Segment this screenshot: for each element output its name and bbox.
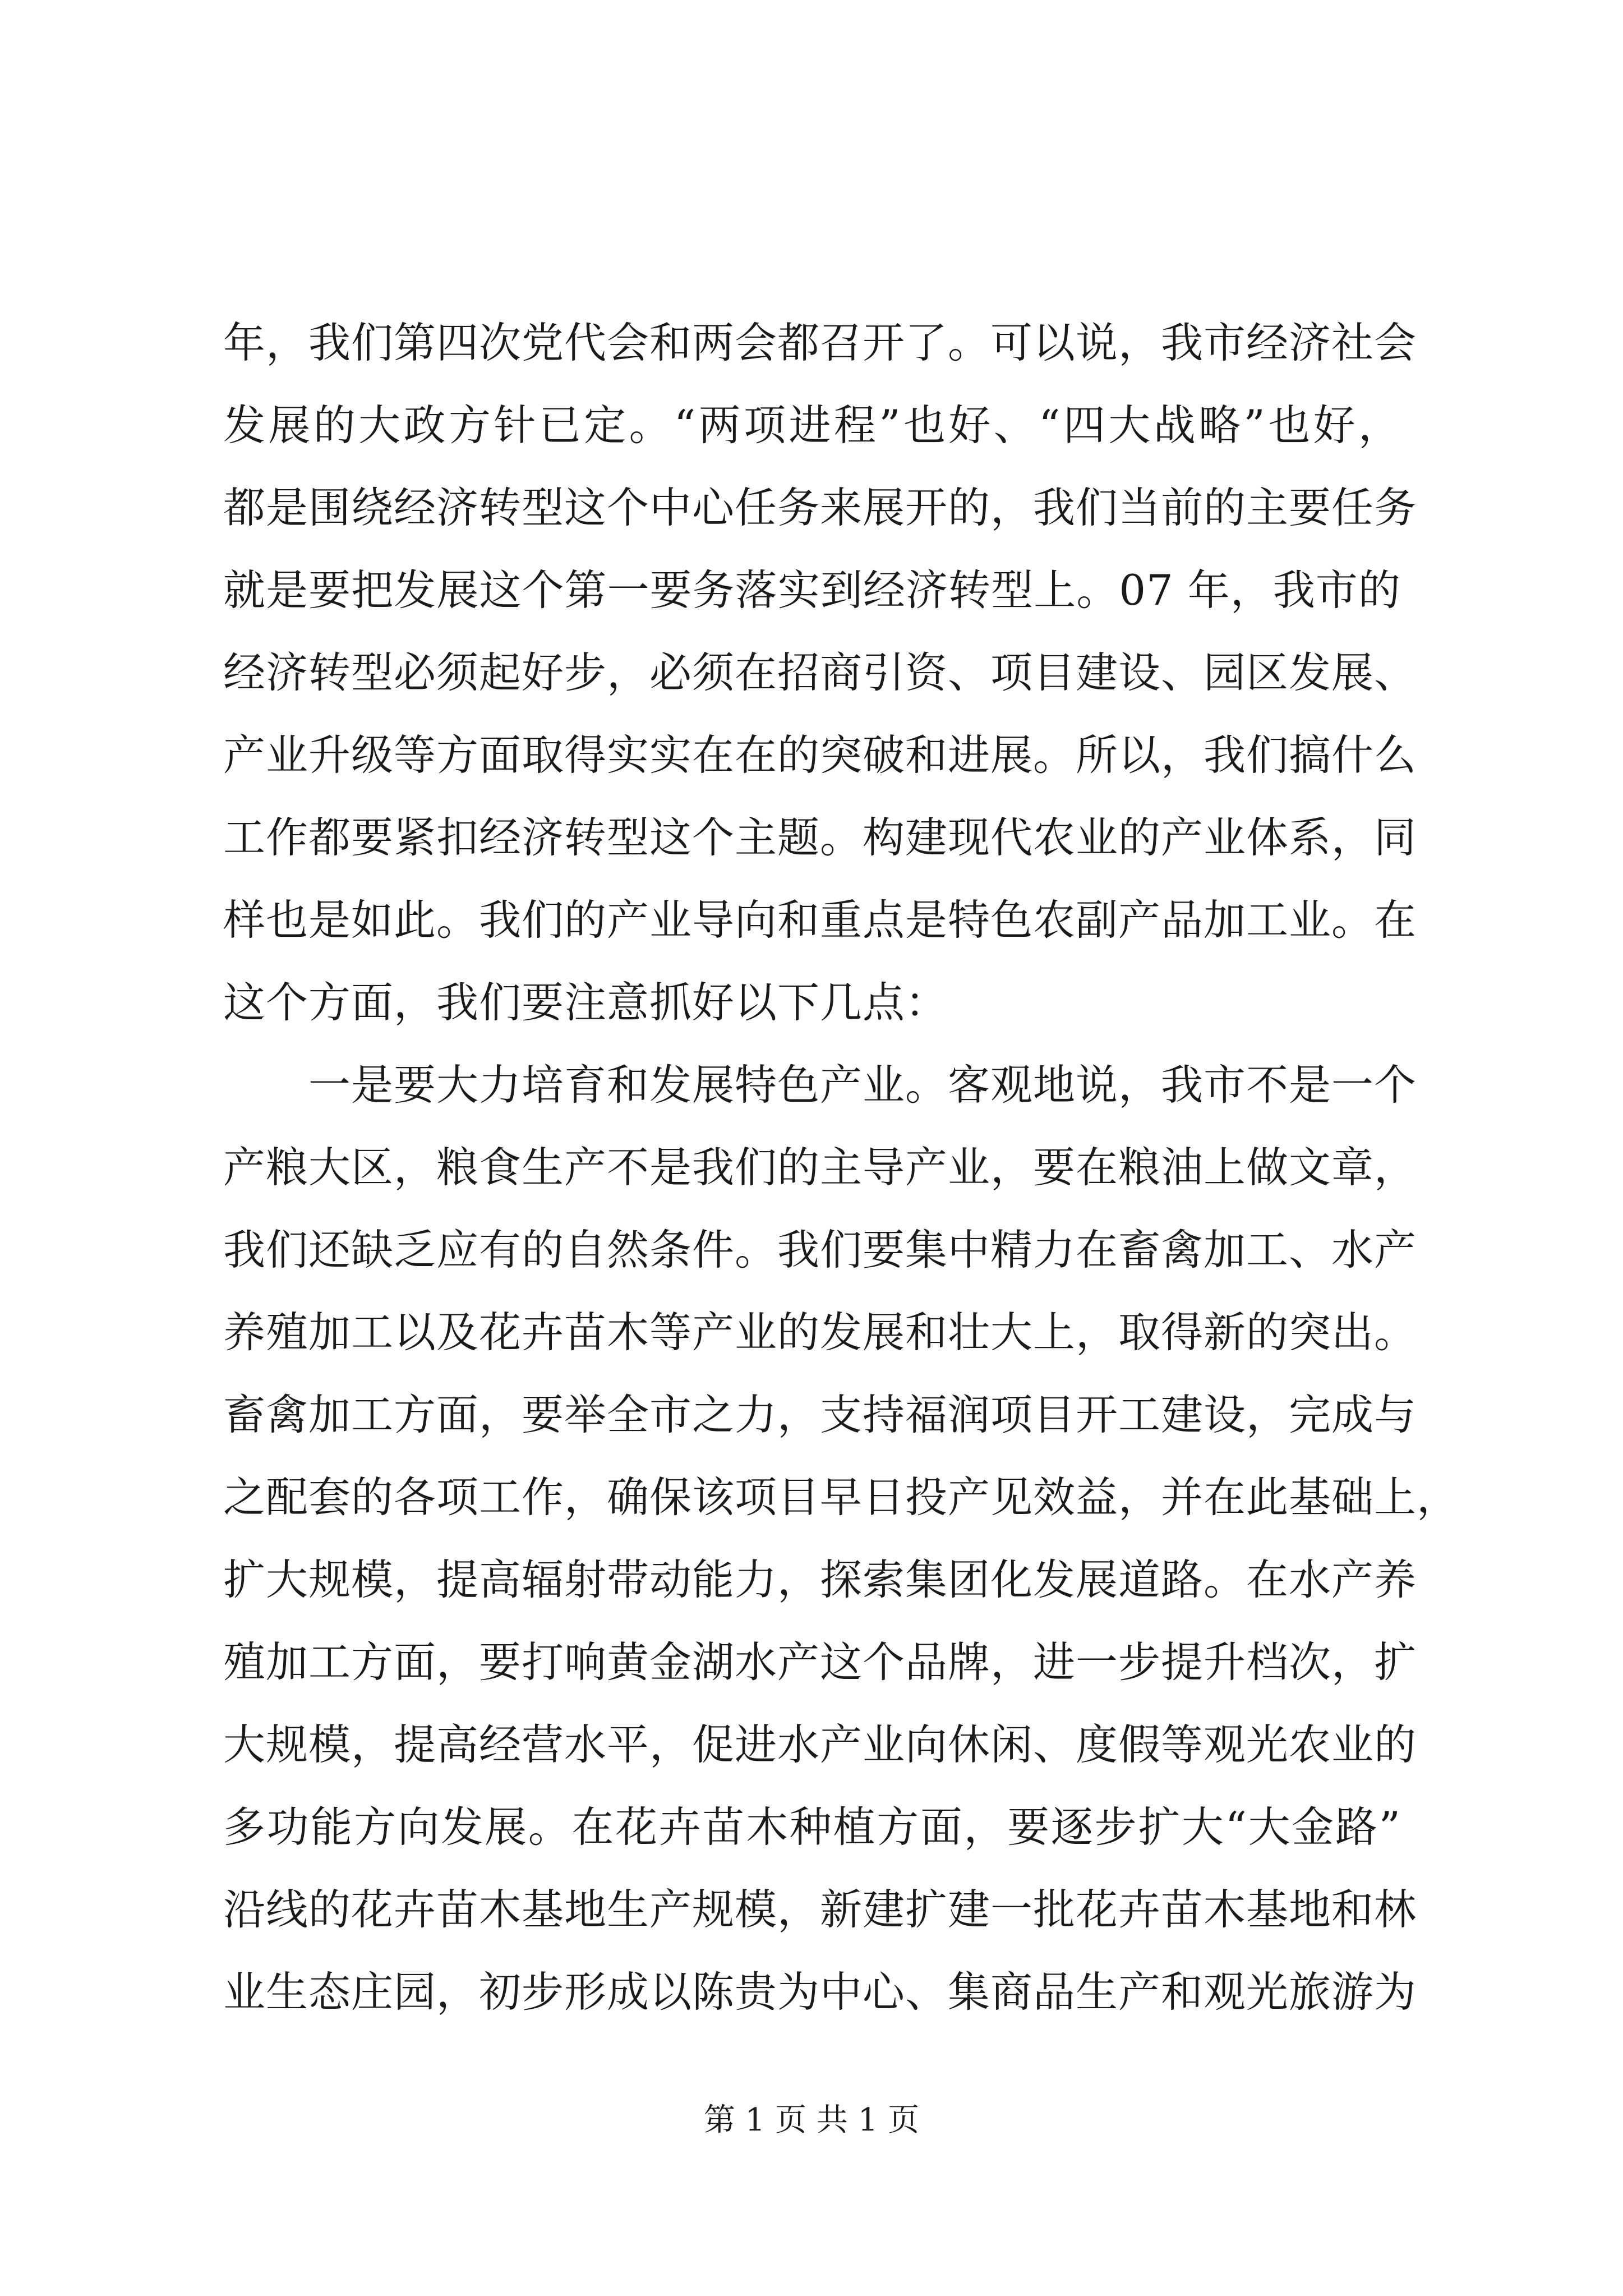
page-footer	[0, 2095, 1623, 2140]
text-line: 殖加工方面，要打响黄金湖水产这个品牌，进一步提升档次，扩	[223, 1637, 1417, 1687]
text-line: 业生态庄园，初步形成以陈贵为中心、集商品生产和观光旅游为	[223, 1967, 1417, 2017]
text-line: 一是要大力培育和发展特色产业。客观地说，我市不是一个	[308, 1060, 1417, 1110]
text-line: 多功能方向发展。在花卉苗木种植方面，要逐步扩大“大金路”	[223, 1802, 1401, 1852]
text-line: 畜禽加工方面，要举全市之力，支持福润项目开工建设，完成与	[223, 1390, 1417, 1439]
text-line: 工作都要紧扣经济转型这个主题。构建现代农业的产业体系，同	[223, 813, 1417, 862]
text-line: 就是要把发展这个第一要务落实到经济转型上。07 年，我市的	[223, 565, 1401, 615]
text-line: 这个方面，我们要注意抓好以下几点：	[223, 978, 948, 1027]
text-line: 沿线的花卉苗木基地生产规模，新建扩建一批花卉苗木基地和林	[223, 1885, 1417, 1934]
text-line: 大规模，提高经营水平，促进水产业向休闲、度假等观光农业的	[223, 1720, 1417, 1769]
text-line: 发展的大政方针已定。“两项进程”也好、“四大战略”也好，	[223, 401, 1401, 450]
text-line: 之配套的各项工作，确保该项目早日投产见效益，并在此基础上，	[223, 1473, 1460, 1522]
text-line: 养殖加工以及花卉苗木等产业的发展和壮大上，取得新的突出。	[223, 1308, 1417, 1357]
body-text	[223, 302, 1460, 2033]
text-line: 样也是如此。我们的产业导向和重点是特色农副产品加工业。在	[223, 895, 1417, 945]
text-line: 产业升级等方面取得实实在在的突破和进展。所以，我们搞什么	[223, 730, 1417, 780]
text-line: 产粮大区，粮食生产不是我们的主导产业，要在粮油上做文章，	[223, 1143, 1417, 1192]
text-line: 我们还缺乏应有的自然条件。我们要集中精力在畜禽加工、水产	[223, 1225, 1417, 1274]
page-number-label: 第 1 页 共 1 页	[703, 2102, 920, 2138]
text-line: 经济转型必须起好步，必须在招商引资、项目建设、园区发展、	[223, 648, 1417, 697]
text-line: 都是围绕经济转型这个中心任务来展开的，我们当前的主要任务	[223, 483, 1417, 532]
text-line: 扩大规模，提高辐射带动能力，探索集团化发展道路。在水产养	[223, 1555, 1417, 1604]
text-line: 年，我们第四次党代会和两会都召开了。可以说，我市经济社会	[223, 318, 1417, 367]
